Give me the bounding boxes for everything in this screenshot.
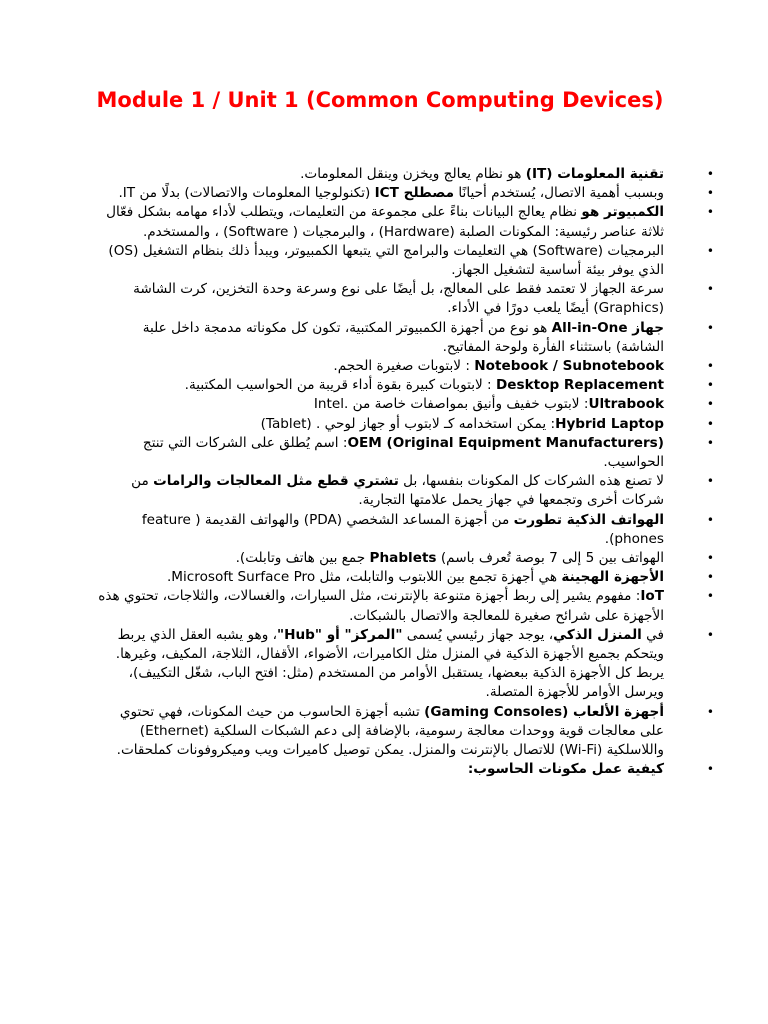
list-item [96, 511, 714, 549]
list-item [96, 434, 714, 472]
item-text: هي أجهزة تجمع بين اللابتوب والتابلت، مثل Microsoft Surface Pro. [166, 569, 562, 586]
bullet-marker: • [706, 186, 714, 201]
list-item [96, 472, 714, 510]
item-text: سرعة الجهاز لا تعتمد فقط على المعالج، بل أيضًا على نوع وسرعة وحدة التخزين، كرت الشاشة (Graphics) أيضًا يلعب دورًا في الأداء. [133, 281, 664, 317]
list-item [96, 549, 714, 568]
list-item [96, 626, 714, 703]
bold-term: الكمبيوتر هو [581, 204, 664, 221]
list-item [96, 242, 714, 280]
item-text: هو نوع من أجهزة الكمبيوتر المكتبية، تكون كل مكوناته مدمجة داخل علبة الشاشة) باستثناء الفأرة ولوحة المفاتيح. [142, 319, 664, 355]
list-item [96, 587, 714, 625]
bold-term: تشتري قطع مثل المعالجات والرامات [153, 473, 399, 490]
item-text: وبسبب أهمية الاتصال، يُستخدم أحيانًا [454, 185, 664, 202]
bold-term: كيفية عمل مكونات الحاسوب: [467, 761, 664, 778]
item-text: جمع بين هاتف وتابلت). [235, 550, 370, 567]
page-title: Module 1 / Unit 1 (Common Computing Devices) [96, 88, 664, 112]
bullet-marker: • [706, 589, 714, 604]
list-item [96, 376, 714, 395]
list-item [96, 357, 714, 376]
item-text: تشبه أجهزة الحاسوب من حيث المكونات، فهي تحتوي على معالجات قوية ووحدات معالجة رسومية، بالإضافة إلى دعم الشبكات السلكية (Ethernet) واللاسلكية (Wi-Fi) للاتصال بالإنترنت والمنزل. يمكن توصيل كاميرات ويب وميكروفونات كملحقات. [116, 703, 664, 759]
bullet-marker: • [706, 282, 714, 297]
bullet-marker: • [706, 320, 714, 335]
bold-term: أجهزة الألعاب (Gaming Consoles) [424, 703, 664, 720]
list-item [96, 415, 714, 434]
item-text: من شركات أخرى وتجمعها في جهاز يحمل علامتها التجارية. [131, 473, 664, 509]
bold-term: IoT [640, 588, 664, 605]
item-text: البرمجيات (Software) هي التعليمات والبرامج التي يتبعها الكمبيوتر، ويبدأ ذلك بنظام التشغيل (OS) الذي يوفر بيئة أساسية لتشغيل الجهاز. [108, 242, 664, 279]
list-item [96, 319, 714, 357]
item-text: ، وهو يشبه العقل الذي يربط ويتحكم بجميع الأجهزة الذكية في المنزل مثل الكاميرات، الأضواء، الأقفال، الثلاجة، المكيف، وغيرها. يربط كل الأجهزة الذكية ببعضها، يستقبل الأوامر من المستخدم (مثل: افتح الباب، شغّل التكييف)، ويرسل الأوامر للأجهزة المتصلة. [115, 626, 664, 701]
item-text: : لابتوبات كبيرة بقوة أداء قريبة من الحواسيب المكتبية. [184, 377, 496, 394]
item-text: الهواتف بين 5 إلى 7 بوصة تُعرف باسم) [436, 550, 664, 567]
item-text: : يمكن استخدامه كـ لابتوب أو جهاز لوحي . (Tablet) [260, 415, 556, 432]
item-text: هو نظام يعالج ويخزن وينقل المعلومات. [300, 166, 526, 182]
bullet-marker: • [706, 551, 714, 566]
bullet-marker: • [706, 243, 714, 258]
bullet-marker: • [706, 570, 714, 585]
bold-term: OEM (Original Equipment Manufacturers) [347, 434, 664, 451]
item-text: : مفهوم يشير إلى ربط أجهزة متنوعة بالإنترنت، مثل السيارات، والغسالات، والثلاجات، تحتوي هذه الأجهزة على شرائح صغيرة للمعالجة والاتصال بالشبكات. [98, 588, 664, 624]
bullet-marker: • [706, 512, 714, 527]
bullet-marker: • [706, 167, 714, 181]
item-text: لا تصنع هذه الشركات كل المكونات بنفسها، بل [398, 473, 664, 490]
list-item [96, 703, 714, 761]
bullet-list [96, 165, 714, 780]
bullet-marker: • [706, 397, 714, 412]
item-text: نظام يعالج البيانات بناءً على مجموعة من التعليمات، ويتطلب لأداء مهامه بشكل فعّال ثلاثة عناصر رئيسية: المكونات الصلبة (Hardware) ، والبرمجيات ( Software) ، والمستخدم. [106, 204, 664, 240]
bullet-marker: • [706, 435, 714, 450]
bold-term: تقنية المعلومات (IT) [525, 166, 664, 182]
item-text: : لابتوب خفيف وأنيق بمواصفات خاصة من .Intel [313, 396, 589, 413]
item-text: من أجهزة المساعد الشخصي (PDA) والهواتف القديمة ( feature phones). [141, 511, 664, 547]
list-item [96, 395, 714, 414]
bullet-marker: • [706, 378, 714, 393]
list-item [96, 280, 714, 318]
bullet-marker: • [706, 627, 714, 642]
item-text: في [641, 626, 664, 643]
bold-term: "المركز" أو "Hub" [277, 626, 403, 643]
bold-term: الأجهزة الهجينة [561, 569, 664, 586]
bullet-marker: • [706, 474, 714, 489]
bold-term: المنزل الذكي [553, 626, 642, 643]
bold-term: مصطلح ICT [374, 185, 455, 202]
list-item [96, 760, 714, 779]
list-item [96, 203, 714, 241]
list-item [96, 165, 714, 184]
bold-term: Notebook / Subnotebook [474, 358, 664, 375]
item-text: : لابتوبات صغيرة الحجم. [333, 358, 475, 375]
list-item [96, 568, 714, 587]
bullet-marker: • [706, 205, 714, 220]
bold-term: Ultrabook [588, 396, 664, 413]
bullet-marker: • [706, 762, 714, 777]
list-item [96, 184, 714, 203]
bullet-marker: • [706, 704, 714, 719]
item-text: : اسم يُطلق على الشركات التي تنتج الحواسيب. [142, 434, 664, 471]
bold-term: Desktop Replacement [495, 377, 664, 394]
bold-term: Phablets [369, 550, 437, 567]
bold-term: Hybrid Laptop [555, 415, 664, 432]
item-text: ، يوجد جهاز رئيسي يُسمى [402, 626, 554, 643]
bullet-marker: • [706, 359, 714, 374]
bullet-marker: • [706, 416, 714, 431]
bold-term: الهواتف الذكية تطورت [513, 511, 664, 528]
bold-term: جهاز All-in-One [551, 319, 664, 336]
item-text: (تكنولوجيا المعلومات والاتصالات) بدلًا من IT. [118, 185, 375, 202]
